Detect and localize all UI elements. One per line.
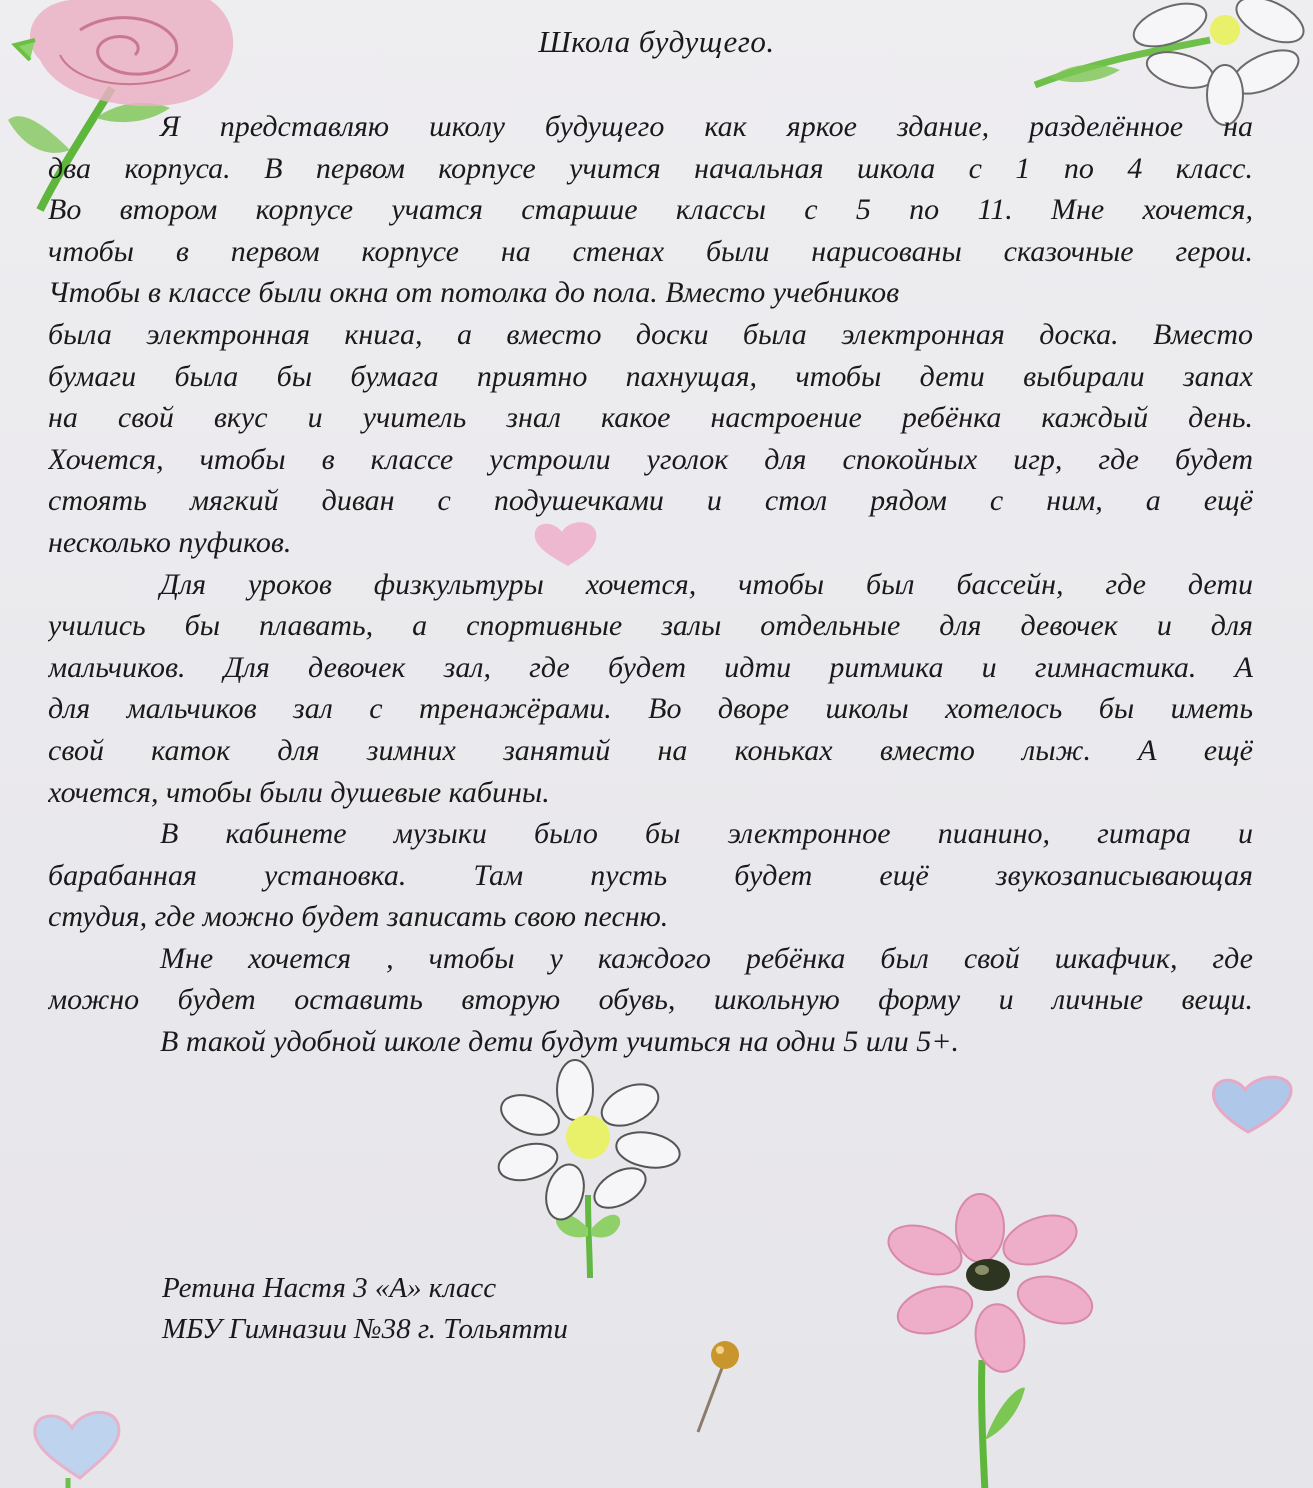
text-line: Во втором корпусе учатся старшие классы с 5 по 11. Мне хочется, [48,193,1253,227]
text-line: несколько пуфиков. [48,525,292,559]
text-line: барабанная установка. Там пусть будет ещё звукозаписывающая [48,858,1253,892]
text-line: мальчиков. Для девочек зал, где будет идти ритмика и гимнастика. А [48,650,1253,684]
signature [162,1268,568,1350]
daisy-icon [495,1060,683,1278]
page-title: Школа будущего. [538,24,775,59]
essay-body [48,106,1253,1063]
text-line: была электронная книга, а вместо доски была электронная доска. Вместо [48,317,1253,351]
text-line: свой каток для зимних занятий на коньках вместо лыж. А ещё [48,733,1253,767]
text-line: учились бы плавать, а спортивные залы отдельные для девочек и для [48,609,1253,643]
heart-icon [1213,1077,1291,1132]
pin-icon [698,1341,739,1432]
text-line: бумаги была бы бумага приятно пахнущая, чтобы дети выбирали запах [48,359,1253,393]
text-line: В такой удобной школе дети будут учиться на одни 5 или 5+. [160,1025,960,1059]
text-line: два корпуса. В первом корпусе учится начальная школа с 1 по 4 класс. [48,151,1253,185]
author-name: Ретина Настя 3 «А» класс [162,1272,497,1304]
text-line: Чтобы в классе были окна от потолка до пола. Вместо учебников [48,276,900,310]
school-name: МБУ Гимназии №38 г. Тольятти [162,1313,568,1345]
text-line: можно будет оставить вторую обувь, школьную форму и личные вещи. [48,983,1253,1017]
text-line: Я представляю школу будущего как яркое здание, разделённое на [160,110,1253,143]
text-line: хочется, чтобы были душевые кабины. [48,775,550,809]
text-line: чтобы в первом корпусе на стенах были нарисованы сказочные герои. [48,234,1253,268]
text-line: В кабинете музыки было бы электронное пианино, гитара и [160,817,1253,851]
text-line: на свой вкус и учитель знал какое настроение ребёнка каждый день. [48,401,1253,435]
pink-flower-icon [882,1194,1098,1488]
text-line: Для уроков физкультуры хочется, чтобы был бассейн, где дети [160,567,1253,601]
text-line: для мальчиков зал с тренажёрами. Во дворе школы хотелось бы иметь [48,692,1253,726]
text-line: Хочется, чтобы в классе устроили уголок для спокойных игр, где будет [48,442,1253,476]
text-line: Мне хочется , чтобы у каждого ребёнка был свой шкафчик, где [160,941,1253,975]
text-line: стоять мягкий диван с подушечками и стол рядом с ним, а ещё [48,484,1253,518]
text-line: студия, где можно будет записать свою песню. [48,900,669,934]
heart-icon [35,1412,119,1488]
